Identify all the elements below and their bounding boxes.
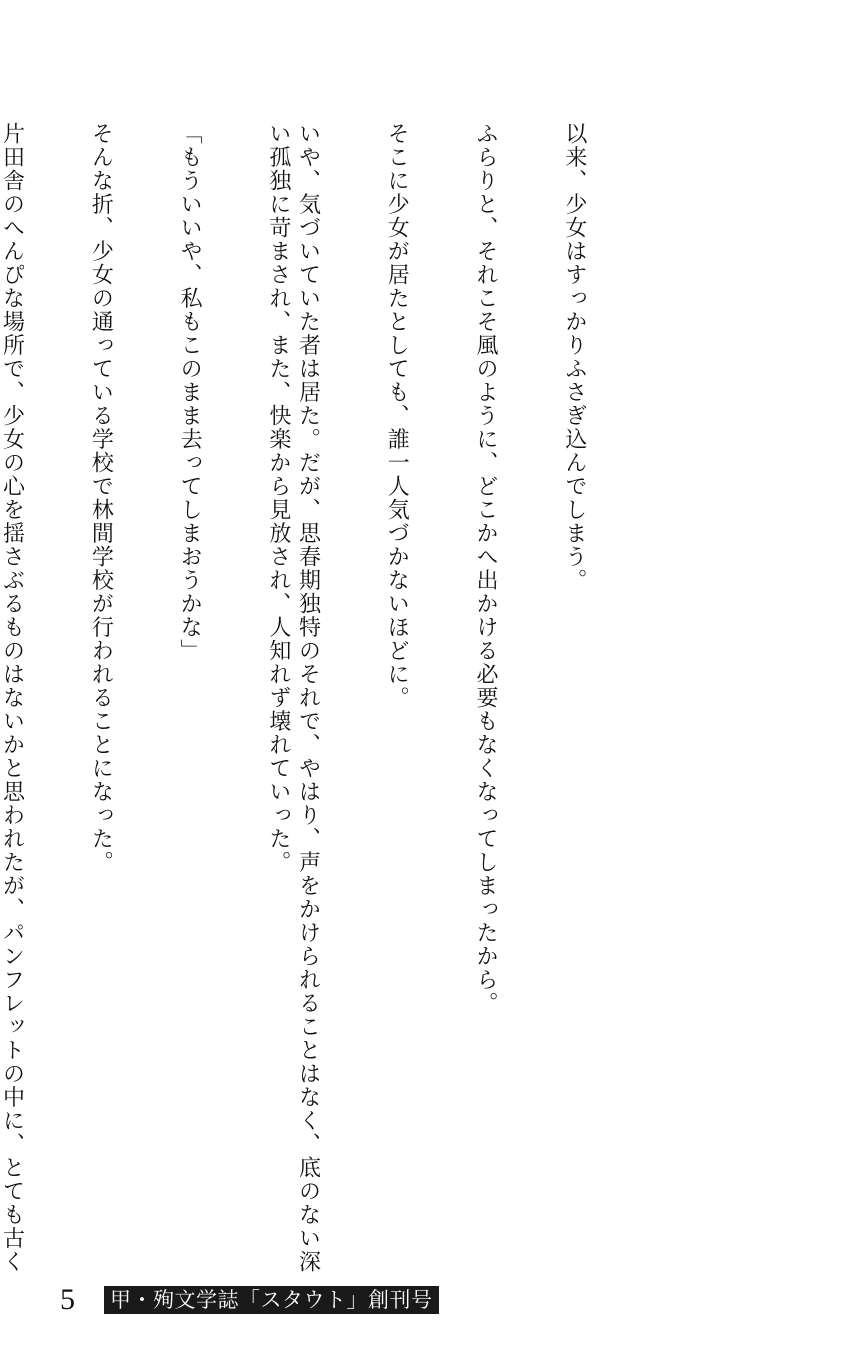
paragraph: 「もういいや、私もこのまま去ってしまおうかな」: [177, 122, 203, 663]
paragraph: いや、気づいていた者は居た。だが、思春期独特のそれで、やはり、声をかけられることはなく、底のない深い孤独に苛まされ、また、快楽から見放され、人知れず壊れていった。: [265, 122, 321, 1274]
paragraph: 以来、少女はすっかりふさぎ込んでしまう。: [561, 122, 587, 592]
paragraph: 片田舎のへんぴな場所で、少女の心を揺さぶるものはないかと思われたが、パンフレットの中に、とても古く: [0, 122, 25, 1274]
journal-title-banner: 甲・殉文学誌「スタウト」創刊号: [104, 1286, 439, 1314]
paragraph: そこに少女が居たとしても、誰一人気づかないほどに。: [384, 122, 410, 710]
page-footer: [60, 1284, 439, 1316]
vertical-text-body: [0, 122, 648, 1282]
paragraph: そんな折、少女の通っている学校で林間学校が行われることになった。: [88, 122, 114, 874]
paragraph: ふらりと、それこそ風のように、どこかへ出かける必要もなくなってしまったから。: [473, 122, 499, 1015]
page-number: 5: [60, 1283, 75, 1316]
